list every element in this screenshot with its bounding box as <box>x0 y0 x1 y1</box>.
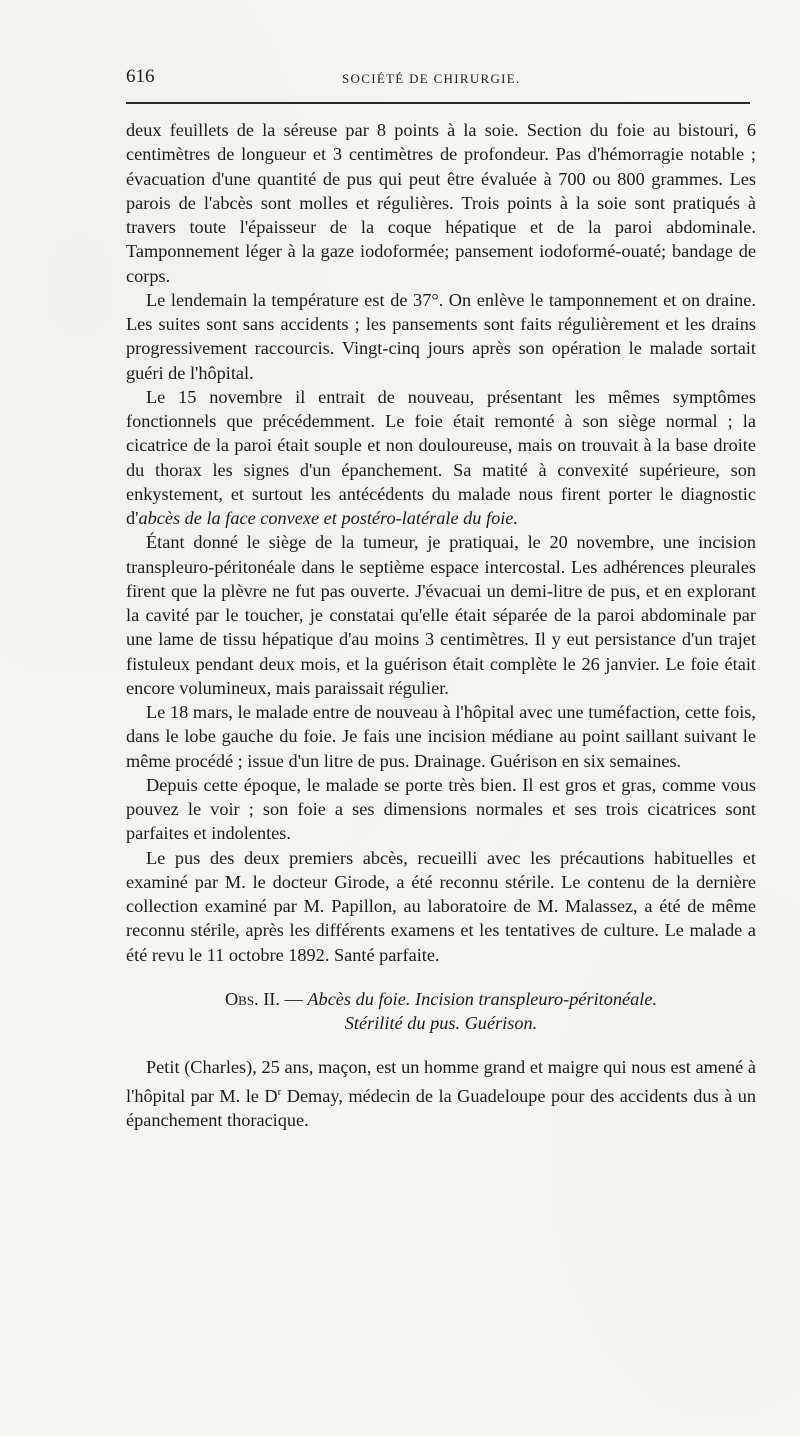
page-number: 616 <box>126 66 155 87</box>
paragraph: deux feuillets de la séreuse par 8 points à la soie. Section du foie au bistouri, 6 centimètres de longueur et 3 centimètres de profondeur. Pas d'hémorragie notable ; évacuation d'une quantité de pus qui peut être évaluée à 700 ou 800 grammes. Les parois de l'abcès sont molles et régulières. Trois points à la soie sont pratiqués à travers toute l'épaisseur de la coque hépatique et de la paroi abdominale. Tamponnement léger à la gaze iodoformée; pansement iodoformé-ouaté; bandage de corps. <box>126 120 756 286</box>
paragraph: Depuis cette époque, le malade se porte très bien. Il est gros et gras, comme vous pouvez le voir ; son foie a ses dimensions normales et ses trois cicatrices sont parfaites et indolentes. <box>126 774 756 844</box>
observation-label: Obs. II. <box>224 988 280 1009</box>
paragraph: Étant donné le siège de la tumeur, je pratiquai, le 20 novembre, une incision transpleuro-péritonéale dans le septième espace intercostal. Les adhérences pleurales firent que la plèvre ne fut pas ouverte. J'évacuai un demi-litre de pus, et en explorant la cavité par le toucher, je constatai qu'elle était séparée de la paroi abdominale par une lame de tissu hépatique d'au moins 3 centimètres. Il y eut persistance d'un trajet fistuleux pendant deux mois, et la guérison était complète le 26 janvier. Le foie était encore volumineux, mais paraissait régulier. <box>126 532 756 698</box>
italic-diagnosis: abcès de la face convexe et postéro-latérale du foie. <box>138 508 518 528</box>
paragraph-text: Le 15 novembre il entrait de nouveau, présentant les mêmes symptômes fonctionnels que précédemment. Le foie était remonté à son siège normal ; la cicatrice de la paroi était souple et non douloureuse, mais on trouvait à la base droite du thorax les signes d'un épanchement. Sa matité à convexité supérieure, son enkystement, et surtout les antécédents du malade nous firent porter le diagnostic d' <box>126 386 756 528</box>
running-head: SOCIÉTÉ DE CHIRURGIE. <box>342 71 521 86</box>
paragraph: Le 18 mars, le malade entre de nouveau à l'hôpital avec une tuméfaction, cette fois, dans le lobe gauche du foie. Je fais une incision médiane au point saillant suivant le même procédé ; issue d'un litre de pus. Drainage. Guérison en six semaines. <box>126 702 756 771</box>
final-text-start: Petit (Charles), 25 ans, maçon, est un homme grand et maigre qui nous est amené à l'hôpital par M. le D <box>126 1057 756 1106</box>
paragraph: Le lendemain la température est de 37°. On enlève le tamponnement et on draine. Les suites sont sans accidents ; les pansements sont faits régulièrement et les drains progressivement raccourcis. Vingt-cinq jours après son opération le malade sortait guéri de l'hôpital. <box>126 289 756 383</box>
paragraph <box>126 385 756 531</box>
paragraph-final <box>126 1055 756 1132</box>
doctor-superscript: r <box>277 1085 282 1098</box>
observation-title-line2: Stérilité du pus. Guérison. <box>344 1013 538 1033</box>
page-header <box>126 66 754 92</box>
observation-dash: — <box>284 988 303 1009</box>
observation-heading <box>126 987 756 1036</box>
observation-title-line1: Abcès du foie. Incision transpleuro-péritonéale. <box>307 988 658 1009</box>
final-text-end: Demay, médecin de la Guadeloupe pour des accidents dus à un épanchement thoracique. <box>126 1085 756 1130</box>
header-rule <box>126 102 750 104</box>
paragraph: Le pus des deux premiers abcès, recueilli avec les précautions habituelles et examiné par M. le docteur Girode, a été reconnu stérile. Le contenu de la dernière collection examiné par M. Papillon, au laboratoire de M. Malassez, a été de même reconnu stérile, après les différents examens et les tentatives de culture. Le malade a été revu le 11 octobre 1892. Santé parfaite. <box>126 847 756 965</box>
body-text <box>126 118 756 1132</box>
